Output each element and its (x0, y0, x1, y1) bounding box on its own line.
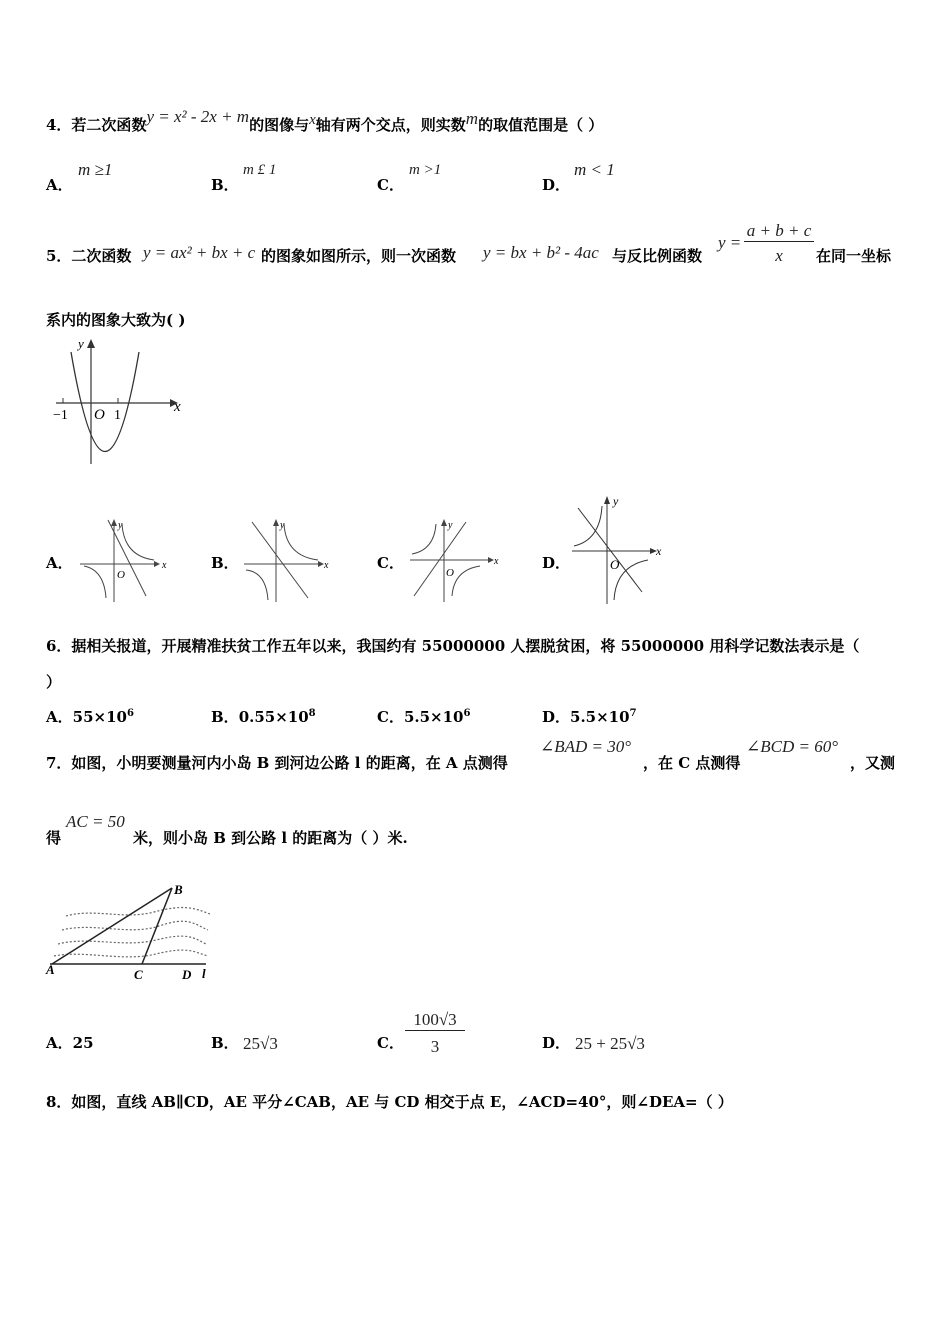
hyperbola-branch-1 (284, 524, 318, 560)
hyperbola-branch-1 (412, 524, 436, 554)
option-base: 5.5×10 (570, 708, 630, 726)
x-label: x (162, 560, 167, 571)
road-l-label: l (202, 966, 206, 981)
q5-inverse-denominator: x (775, 246, 783, 265)
x-label: x (656, 544, 662, 558)
q5-option-c-graph (404, 516, 502, 604)
q6-option-b (211, 706, 316, 727)
river-wave (62, 921, 208, 930)
y-label: y (448, 520, 453, 531)
q5-inverse-lhs: y = (718, 233, 742, 252)
line-graph (252, 522, 308, 598)
y-axis-arrow-icon (87, 339, 95, 348)
q4-x: x (309, 112, 316, 128)
option-label: D． (542, 176, 571, 194)
q5-option-c: C． (377, 554, 404, 572)
q6-option-d (542, 706, 637, 727)
x-axis-arrow-icon (154, 561, 160, 567)
q7-line2-tail: 米，则小岛 B 到公路 l 的距离为（ ）米. (133, 829, 408, 847)
q4-option-b (211, 174, 239, 195)
q7-mid: ，在 C 点测得 (643, 754, 741, 772)
q4-option-a (46, 174, 73, 195)
river-wave (54, 950, 208, 957)
q5-option-b-graph (238, 516, 334, 604)
q7-angle-bcd: ∠BCD = 60° (746, 737, 839, 756)
q7-line2-lead: 得 (46, 829, 62, 847)
y-axis-arrow-icon (604, 496, 610, 504)
option-label: C． (377, 176, 404, 194)
x-label: x (324, 560, 329, 571)
q4-tail: 的取值范围是（ ） (478, 116, 604, 134)
q4-option-a-math: m ≥1 (78, 160, 113, 179)
q7-angle-bad: ∠BAD = 30° (540, 737, 632, 756)
one-label: 1 (114, 408, 121, 423)
q7-option-c-denominator: 3 (430, 1037, 440, 1056)
point-c-label: C (134, 967, 143, 982)
q5-option-d-graph (566, 492, 670, 606)
option-exponent: 7 (629, 708, 637, 719)
option-exponent: 6 (463, 708, 471, 719)
neg1-label: −1 (53, 408, 68, 423)
q4-option-b-math: m £ 1 (243, 162, 277, 178)
q7-lead: 7．如图，小明要测量河内小岛 B 到河边公路 l 的距离，在 A 点测得 (46, 754, 508, 772)
q5-tail: 在同一坐标 (816, 247, 892, 265)
hyperbola-branch-1 (122, 524, 154, 560)
q6-line1: 6．据相关报道，开展精准扶贫工作五年以来，我国约有 55000000 人摆脱贫困，将 55000000 用科学记数法表示是（ (46, 637, 860, 655)
option-base: 55×10 (72, 708, 127, 726)
point-a-label: A (46, 962, 55, 977)
q6-option-c (377, 706, 470, 727)
q4-option-d (542, 174, 570, 195)
option-label: C． (377, 708, 404, 726)
q5-option-d: D． (542, 554, 571, 572)
q7-ac-length: AC = 50 (66, 812, 125, 831)
hyperbola-branch-2 (246, 570, 268, 600)
y-axis-arrow-icon (111, 519, 117, 526)
q5-option-a: A． (46, 554, 73, 572)
river-wave (58, 936, 206, 944)
hyperbola-branch-2 (452, 566, 480, 596)
y-label: y (280, 520, 285, 531)
q7-option-c: C． (377, 1034, 404, 1052)
option-base: 5.5×10 (403, 708, 464, 726)
q4-option-c-math: m >1 (409, 162, 442, 178)
q5-mid2: 与反比例函数 (612, 247, 703, 265)
q4-function: y = x² - 2x + m (146, 107, 250, 126)
q7-option-a (46, 1032, 94, 1053)
q4-option-c (377, 174, 404, 195)
x-label: x (174, 399, 181, 415)
segment-ab (52, 888, 172, 964)
option-exponent: 8 (308, 708, 316, 719)
q6-line2: ） (46, 673, 62, 691)
line-graph (414, 522, 466, 596)
option-label: A． (46, 176, 73, 194)
option-label: D． (542, 708, 571, 726)
option-exponent: 6 (126, 708, 134, 719)
option-label: B． (211, 176, 239, 194)
q7-option-d-math: 25 + 25√3 (575, 1034, 645, 1053)
point-b-label: B (174, 882, 183, 897)
option-label: B． (211, 708, 239, 726)
origin-label: O (117, 569, 125, 581)
q6-option-a (46, 706, 134, 727)
line-graph (578, 508, 642, 592)
q4-mid: 的图像与 (249, 116, 310, 134)
q4-lead: 4．若二次函数 (46, 116, 147, 134)
q5-line2: 系内的图象大致为( ) (46, 311, 186, 329)
segment-cb (142, 888, 172, 964)
q5-parabola-figure (50, 336, 190, 468)
q5-quadratic: y = ax² + bx + c (143, 243, 256, 262)
q8-text: 8．如图，直线 AB∥CD，AE 平分∠CAB，AE 与 CD 相交于点 E，∠ACD=40°，则∠DEA=（ ） (46, 1093, 733, 1111)
q4-option-d-math: m < 1 (574, 160, 615, 179)
option-value: 25 (72, 1034, 94, 1052)
option-label: A． (46, 708, 73, 726)
origin-label: O (610, 557, 620, 572)
q7-option-b-math: 25√3 (243, 1034, 278, 1053)
q5-option-b: B． (211, 554, 239, 572)
y-axis-arrow-icon (273, 519, 279, 526)
q7-option-d: D． (542, 1034, 571, 1052)
q7-option-b: B． (211, 1034, 239, 1052)
origin-label: O (94, 407, 105, 423)
origin-label: O (446, 567, 454, 579)
q5-mid1: 的图象如图所示，则一次函数 (261, 247, 457, 265)
q7-tail: ，又测 (850, 754, 896, 772)
y-label: y (78, 336, 84, 351)
q5-inverse-numerator: a + b + c (744, 221, 814, 242)
q7-river-figure (44, 878, 214, 984)
y-axis-arrow-icon (441, 519, 447, 526)
hyperbola-branch-1 (574, 506, 602, 546)
option-base: 0.55×10 (238, 708, 309, 726)
q5-linear: y = bx + b² - 4ac (483, 243, 599, 262)
q5-lead: 5．二次函数 (46, 247, 132, 265)
q7-option-c-numerator: 100√3 (405, 1010, 465, 1031)
q5-option-a-graph (74, 516, 170, 604)
y-label: y (118, 520, 123, 531)
parabola-curve (71, 352, 139, 452)
q4-mid2: 轴有两个交点，则实数 (315, 116, 466, 134)
hyperbola-branch-2 (84, 566, 106, 598)
y-label: y (613, 494, 619, 508)
point-d-label: D (182, 967, 192, 982)
question-4 (46, 107, 604, 135)
x-label: x (494, 556, 499, 567)
q4-m: m (465, 109, 479, 128)
option-label: A． (46, 1034, 73, 1052)
